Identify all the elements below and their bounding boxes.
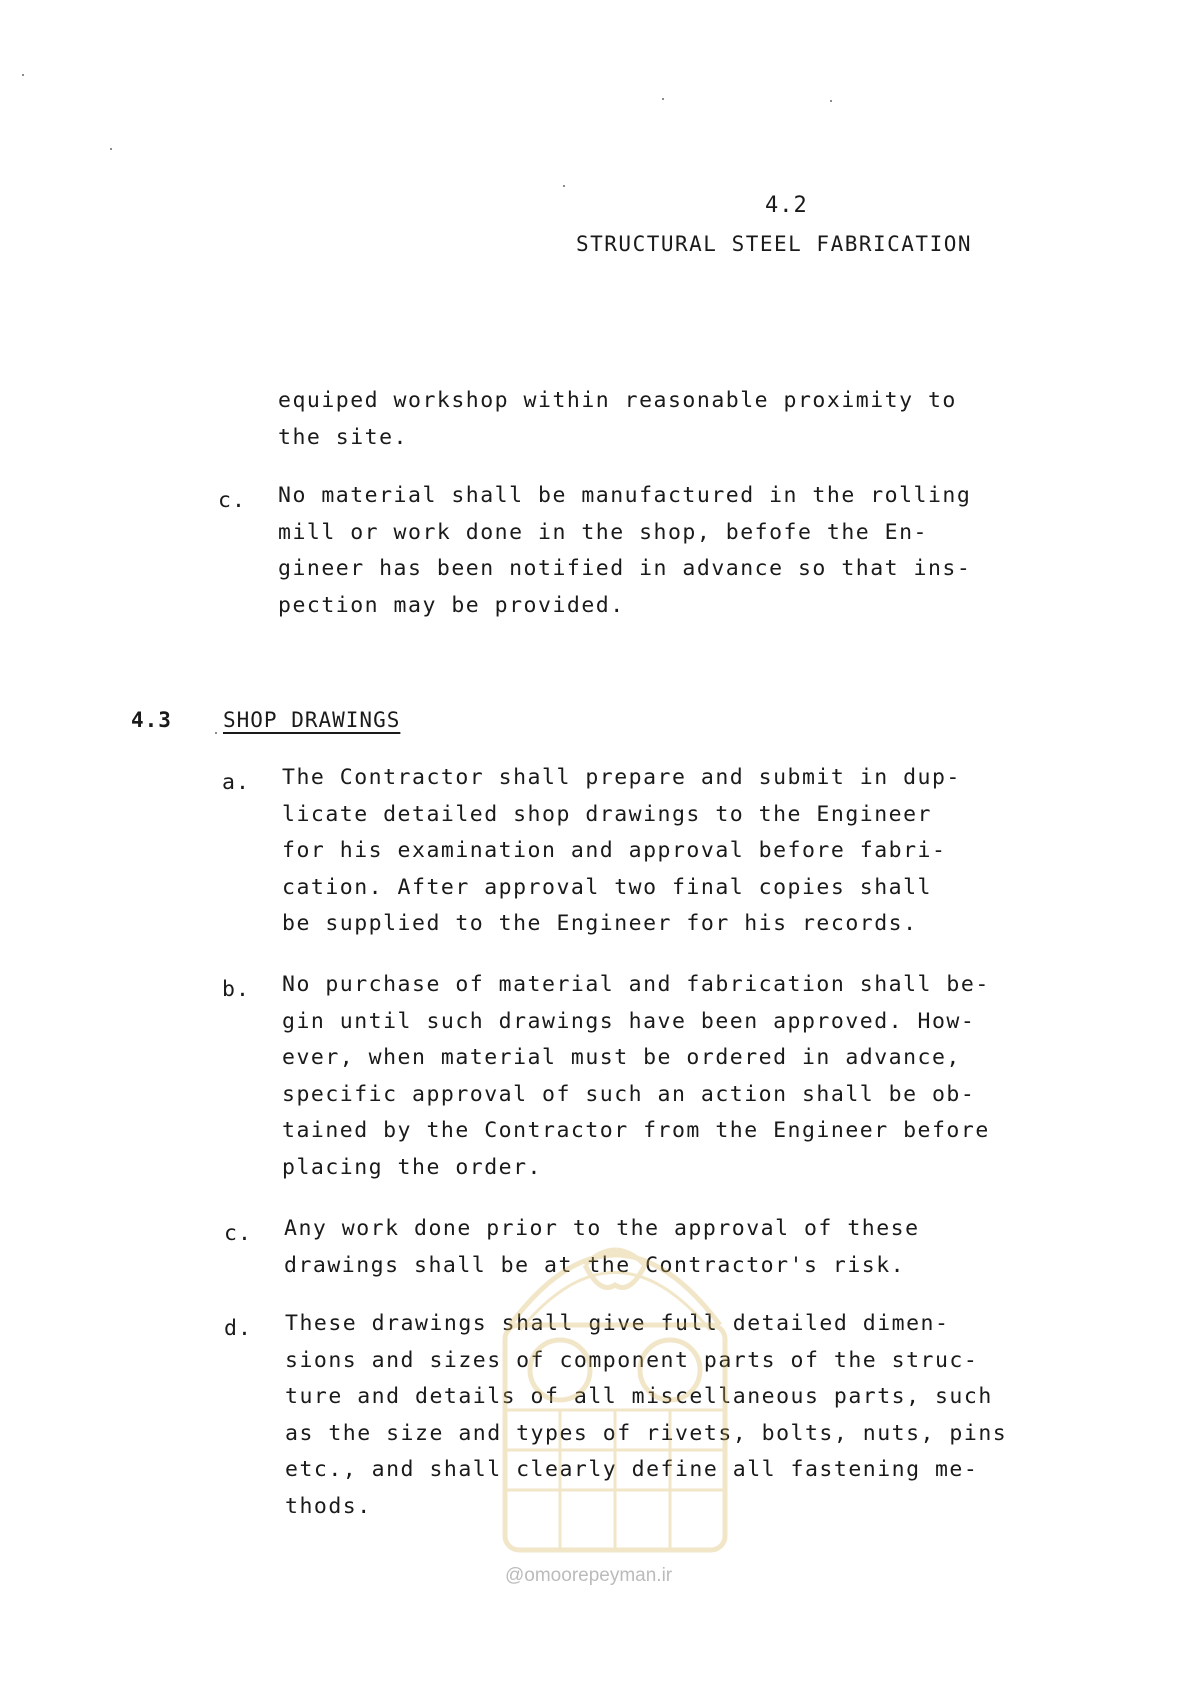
text-line: etc., and shall clearly define all fastening me- [285, 1457, 979, 1482]
text-line: sions and sizes of component parts of the struc- [285, 1347, 979, 1373]
scan-speck [22, 74, 24, 76]
text-line: as the size and types of rivets, bolts, nuts, pins [285, 1420, 1008, 1446]
text-line: licate detailed shop drawings to the Engineer [282, 801, 932, 827]
scan-speck [662, 98, 664, 100]
item-c-prev-paragraph [278, 478, 971, 624]
text-line: These drawings shall give full detailed dimen- [285, 1311, 950, 1336]
text-line: be supplied to the Engineer for his records. [282, 911, 918, 936]
text-line: equiped workshop within reasonable proximity to [278, 388, 957, 413]
scan-speck [563, 185, 565, 187]
text-line: cation. After approval two final copies shall [282, 874, 932, 900]
text-line: for his examination and approval before fabri- [282, 838, 947, 863]
text-line: pection may be provided. [278, 592, 625, 618]
text-line: the site. [278, 424, 408, 450]
scan-speck [110, 148, 112, 150]
item-d-paragraph [285, 1306, 1007, 1525]
text-line: gineer has been notified in advance so that ins- [278, 556, 972, 581]
scan-speck [215, 732, 217, 734]
item-c-prev-label: c. [218, 488, 246, 513]
section-number: 4.3 [131, 708, 172, 732]
item-b-paragraph [282, 967, 990, 1186]
item-c-label: c. [224, 1221, 252, 1246]
text-line: ever, when material must be ordered in advance, [282, 1045, 961, 1070]
text-line: ture and details of all miscellaneous parts, such [285, 1384, 993, 1409]
text-line: specific approval of such an action shall be ob- [282, 1081, 976, 1107]
text-line: No material shall be manufactured in the rolling [278, 483, 972, 508]
text-line: mill or work done in the shop, befofe the En- [278, 519, 928, 545]
item-a-paragraph [282, 760, 961, 943]
text-line: gin until such drawings have been approved. How- [282, 1008, 976, 1034]
page-header-title: STRUCTURAL STEEL FABRICATION [576, 232, 973, 256]
item-d-label: d. [224, 1316, 252, 1341]
section-title: SHOP DRAWINGS [223, 708, 401, 732]
text-line: The Contractor shall prepare and submit in dup- [282, 765, 961, 790]
item-b-label: b. [222, 977, 250, 1002]
item-a-label: a. [222, 770, 250, 795]
scan-speck [830, 100, 832, 102]
text-line: drawings shall be at the Contractor's risk. [284, 1252, 906, 1278]
text-line: No purchase of material and fabrication shall be- [282, 972, 990, 997]
text-line: placing the order. [282, 1154, 542, 1180]
text-line: Any work done prior to the approval of these [284, 1216, 920, 1241]
text-line: tained by the Contractor from the Engineer before [282, 1118, 990, 1143]
item-c-paragraph [284, 1211, 920, 1284]
page-number: 4.2 [765, 193, 808, 218]
text-line: thods. [285, 1493, 372, 1519]
watermark-text: @omoorepeyman.ir [505, 1565, 673, 1586]
continuation-paragraph [278, 383, 957, 456]
